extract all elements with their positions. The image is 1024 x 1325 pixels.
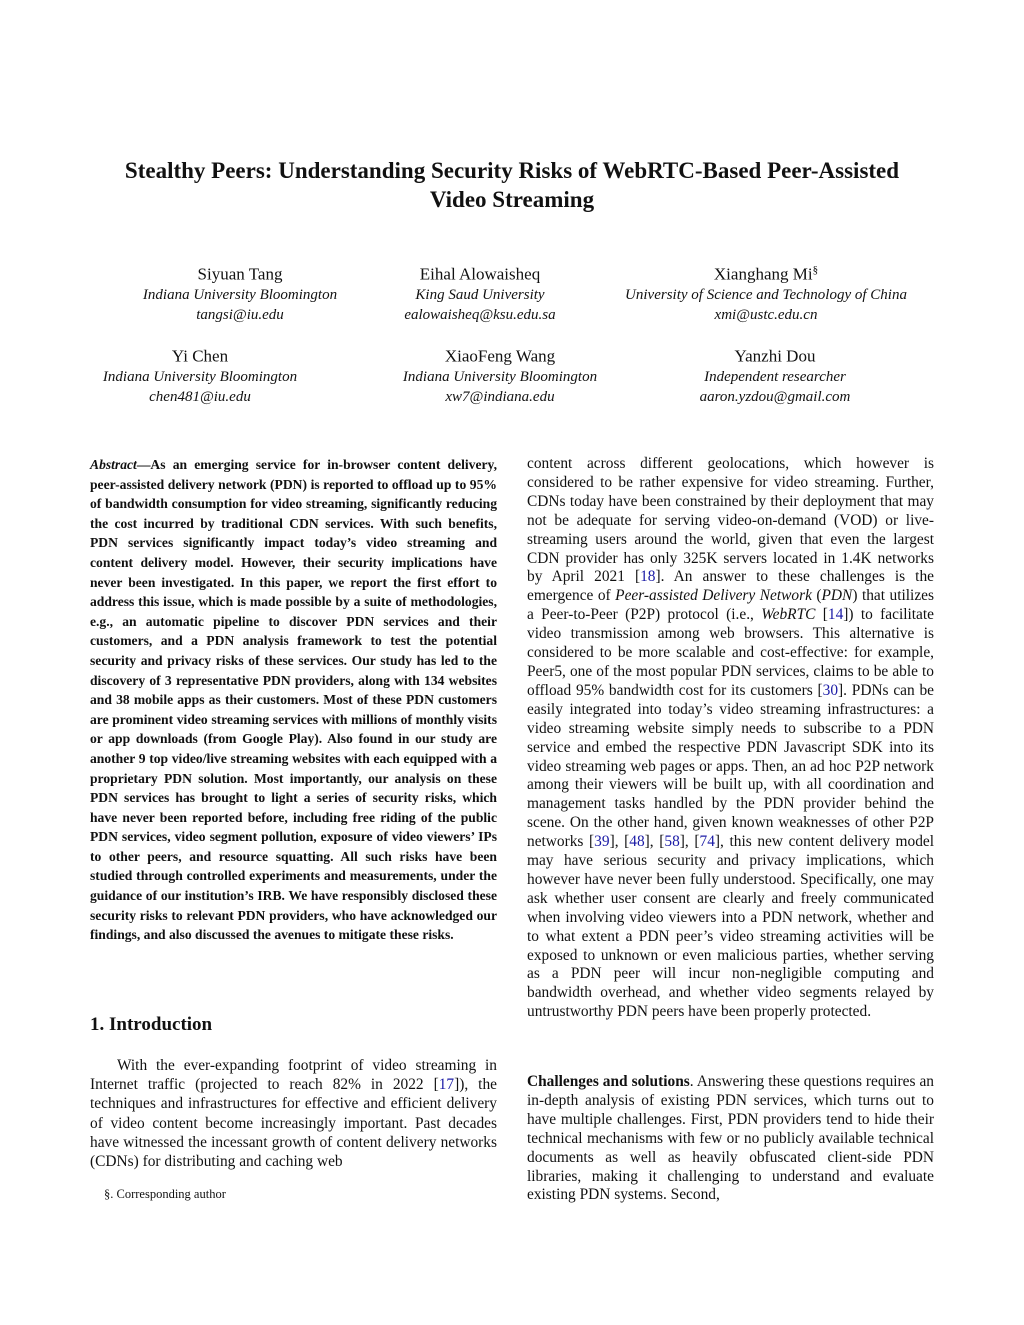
- citation-link[interactable]: 17: [438, 1076, 455, 1094]
- citation-link[interactable]: 58: [664, 833, 680, 851]
- body-paragraph: Challenges and solutions. Answering these questions requires an in-depth analysis of existing PDN services, which turns out to have multiple challenges. First, PDN providers tend to hide their technical mechanisms with few or no publicly available technical documents as well as heavily obfuscated client-side PDN libraries, making it challenging to understand and evaluate existing PDN systems. Second,: [527, 1073, 934, 1204]
- citation-link[interactable]: 14: [827, 606, 844, 624]
- author-affiliation: Indiana University Bloomington: [402, 368, 598, 385]
- intro-paragraph: With the ever-expanding footprint of video streaming in Internet traffic (projected to reach 82% in 2022 [17]), the techniques and infrastructures for effective and efficient delivery of video content become increasingly important. Past decades have witnessed the incessant growth of content delivery networks (CDNs) for distributing and caching web: [90, 1057, 497, 1171]
- term-emphasis: Peer-assisted Delivery Network: [615, 587, 812, 605]
- footnote: §. Corresponding author: [104, 1187, 226, 1201]
- author-affiliation: University of Science and Technology of China: [625, 286, 907, 303]
- author-affiliation: King Saud University: [415, 286, 545, 303]
- abstract-label: Abstract: [90, 457, 137, 472]
- author-name: XiaoFeng Wang: [444, 346, 556, 366]
- author-email: xmi@ustc.edu.cn: [714, 306, 818, 323]
- author-name: Eihal Alowaisheq: [419, 264, 541, 284]
- corresponding-author-mark: §: [812, 264, 819, 276]
- abstract-dash: —: [136, 457, 151, 472]
- author-block: [330, 260, 630, 325]
- citation-link[interactable]: 39: [594, 833, 610, 851]
- author-email: xw7@indiana.edu: [445, 388, 555, 405]
- citation-link[interactable]: 30: [822, 681, 839, 699]
- author-affiliation: Independent researcher: [704, 368, 846, 385]
- term-emphasis: WebRTC: [761, 606, 816, 624]
- author-block: [625, 342, 925, 407]
- paragraph-lead: Challenges and solutions: [527, 1073, 690, 1090]
- citation-link[interactable]: 18: [640, 568, 656, 586]
- author-name: Yanzhi Dou: [734, 346, 816, 366]
- author-name: Xianghang Mi§: [713, 264, 819, 284]
- abstract: [90, 455, 497, 945]
- author-email: tangsi@iu.edu: [196, 306, 284, 323]
- term-emphasis: PDN: [821, 587, 853, 605]
- author-block: [350, 342, 650, 407]
- section-heading: 1. Introduction: [90, 1014, 213, 1035]
- abstract-text: As an emerging service for in-browser content delivery, peer-assisted delivery network (PDN) is reported to offload up to 95% of bandwidth consumption for video streaming, significantly reducing the cost incurred by traditional CDN services. With such benefits, PDN services significantly impact today’s video streaming and content delivery model. However, their security implications have never been investigated. In this paper, we report the first effort to address this issue, which is made possible by a suite of methodologies, e.g., an automatic pipeline to discover PDN services and their customers, and a PDN analysis framework to test the potential security and privacy risks of these services. Our study has led to the discovery of 3 representative PDN providers, along with 134 websites and 38 mobile apps as their customers. Most of these PDN customers are prominent video streaming services with millions of monthly visits or app downloads (from Google Play). Also found in our study are another 9 top video/live streaming websites with each equipped with a proprietary PDN solution. Most importantly, our analysis on these PDN services has brought to light a series of security risks, which have never been reported before, including free riding of the public PDN services, video segment pollution, exposure of video viewers’ IPs to other peers, and resource squatting. All such risks have been studied through controlled experiments and measurements, under the guidance of our institution’s IRB. We have responsibly disclosed these security risks to relevant PDN providers, who have acknowledged our findings, and also discussed the avenues to mitigate these risks.: [90, 457, 497, 943]
- author-email: ealowaisheq@ksu.edu.sa: [404, 306, 556, 323]
- author-affiliation: Indiana University Bloomington: [102, 368, 298, 385]
- author-name: Yi Chen: [171, 346, 229, 366]
- author-email: chen481@iu.edu: [149, 388, 251, 405]
- citation-link[interactable]: 74: [699, 833, 715, 851]
- author-name: Siyuan Tang: [197, 264, 283, 284]
- author-email: aaron.yzdou@gmail.com: [699, 388, 851, 405]
- body-paragraph: content across different geolocations, which however is considered to be rather expensive for video streaming. Further, CDNs today have been constrained by their deployment that may not be adequate for serving video-on-demand (VOD) or live-streaming users around the world, given that even the largest CDN provider has only 325K servers located in 1.4K networks by April 2021 [18]. An answer to these challenges is the emergence of Peer-assisted Delivery Network (PDN) that utilizes a Peer-to-Peer (P2P) protocol (i.e., WebRTC [14]) to facilitate video transmission among web browsers. This alternative is considered to be more scalable and cost-effective: for example, Peer5, one of the most popular PDN services, claims to be able to offload 95% bandwidth cost for its customers [30]. PDNs can be easily integrated into today’s video streaming infrastructures: a video streaming website simply needs to subscribe to a PDN service and embed the respective PDN Javascript SDK into its video streaming web pages or apps. Then, an ad hoc P2P network among their viewers will be built up, with all coordination and management tasks handled by the PDN provider behind the scene. On the other hand, given known weaknesses of other P2P networks [39], [48], [58], [74], this new content delivery model may have serious security and privacy implications, which however have never been fully understood. Specifically, one may ask whether user consent are clearly and freely communicated when involving video viewers into a PDN network, whether and to what extent a PDN peer’s video streaming activities will be exposed to unknown or even malicious parties, whether serving as a PDN peer will incur non-negligible computing and bandwidth overhead, and whether video segments relayed by untrustworthy PDN peers have been properly protected.: [527, 455, 935, 1021]
- citation-link[interactable]: 48: [629, 833, 645, 851]
- author-block: [50, 342, 350, 407]
- author-block: [586, 260, 946, 325]
- paper-title: Stealthy Peers: Understanding Security Risks of WebRTC-Based Peer-Assisted Video Streaming: [124, 158, 900, 212]
- author-affiliation: Indiana University Bloomington: [142, 286, 338, 303]
